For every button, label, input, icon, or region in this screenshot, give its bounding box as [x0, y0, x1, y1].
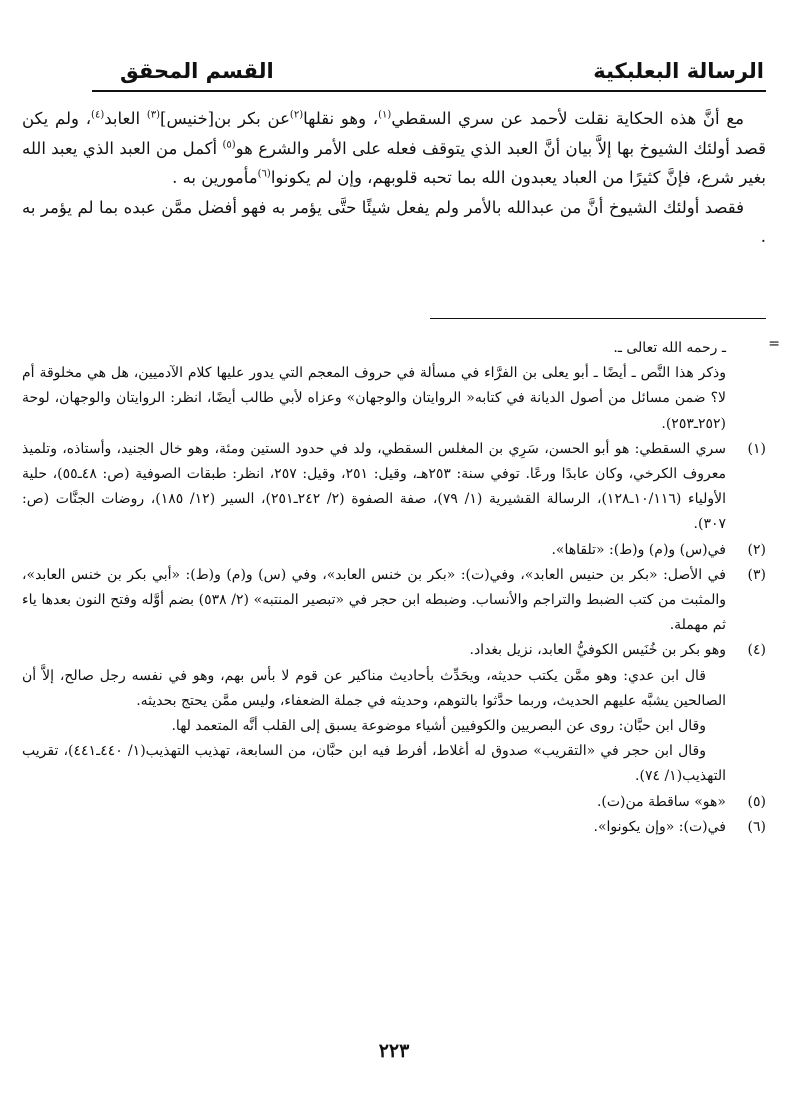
- main-text: [22, 104, 766, 252]
- footnote-ref-5[interactable]: (٥): [222, 139, 236, 150]
- footnotes: [22, 336, 766, 840]
- footnote-ref-2[interactable]: (٢): [289, 109, 304, 121]
- footnote-continuation: [22, 336, 766, 437]
- footnote-separator: [430, 318, 766, 319]
- footnote-text: سري السقطي: هو أبو الحسن، سَرِي بن المغلس السقطي، ولد في حدود الستين ومئة، وهو خال الجنيد، وأستاذه، وتلميذ معروف الكرخي، وكان عابدًا ورعًا. توفي سنة: ٢٥٣هـ، وقيل: ٢٥١، وقيل: ٢٥٧، انظر: طبقات الصوفية (ص: ٤٨ـ٥٥)، حلية الأولياء (١٠/١١٦ـ١٢٨)، الرسالة القشيرية (١/ ٧٩)، صفة الصفوة (٢/ ٢٤٢ـ٢٥١)، السير (١٢/ ١٨٥)، روضات الجنَّات (ص: ٣٠٧).: [22, 440, 727, 533]
- footnote-number: (٦): [747, 818, 766, 835]
- footnote-text: ـ رحمه الله تعالى ـ.: [613, 340, 726, 356]
- footnote-ref-6[interactable]: (٦): [257, 168, 271, 180]
- footnote-text: «هو» ساقطة من(ت).: [596, 793, 726, 810]
- footnote-text: وهو بكر بن خُنَيس الكوفيُّ العابد، نزيل بغداد.: [469, 642, 726, 659]
- footnote-text: وقال ابن حبَّان: روى عن البصريين والكوفيين أشياء موضوعة يسبق إلى القلب أنَّه المتعمد لها.: [171, 718, 706, 735]
- footnote-text: في الأصل: «بكر بن حنيس العابد»، وفي(ت): «بكر بن خنس العابد»، وفي (س) و(م) و(ط): «أبي بكر بن خنس العابد»، والمثبت من كتب الضبط والتراجم والأنساب. وضبطه ابن حجر في «تبصير المنتبه» (٢/ ٥٣٨) بضم أوَّله وفتح النون بعدها ياء ثم مهملة.: [22, 566, 726, 634]
- footnote-5: [22, 790, 766, 815]
- footnote-6: [22, 815, 766, 840]
- footnote-ref-1[interactable]: (١): [378, 109, 392, 121]
- footnote-number: (٣): [747, 566, 766, 583]
- footnote-number: (٢): [747, 541, 766, 558]
- footnote-text: وذكر هذا النَّص ـ أيضًا ـ أبو يعلى بن الفرَّاء في مسألة في حروف المعجم التي يدور عليها كلام الآدميين، هل هي مخلوقة أم لا؟ ضمن مسائل من أصول الديانة في كتابه« الروايتان والوجهان» وعزاه لأبي طالب أيضًا، انظر: الروايتان والوجهان، لوحة (٢٥٢ـ٢٥٣).: [22, 365, 726, 432]
- footnote-2: [22, 538, 766, 563]
- footnote-ref-4[interactable]: (٤): [91, 109, 105, 121]
- continuation-mark: =: [768, 336, 780, 352]
- footnote-ref-3[interactable]: (٣): [146, 109, 161, 121]
- footnote-number: (٤): [747, 642, 766, 659]
- section-title: القسم المحقق: [120, 59, 274, 83]
- footnote-number: (٥): [747, 793, 766, 810]
- footnote-text: في(ت): «وإن يكونوا».: [593, 818, 726, 835]
- footnote-number: (١): [747, 440, 766, 457]
- main-paragraph-1: مع أنَّ هذه الحكاية نقلت لأحمد عن سري السقطي$^{(١)}$، وهو نقلها$^{(٢)}$عن بكر بن[خنيس]$^{(٣)}$ العابد$^{(٤)}$، ولم يكن قصد أولئك الشيوخ بها إلاَّ بيان أنَّ العبد الذي يتوقف فعله على الأمر والشرع هو$^{(٥)}$ أكمل من العبد الذي يعبد الله بغير شرع، فإنَّ كثيرًا من العباد يعبدون الله بما تحبه قلوبهم، وإن لم يكونوا$^{(٦)}$مأمورين به .: [22, 109, 766, 187]
- footnote-text: قال ابن عدي: وهو ممَّن يكتب حديثه، ويحَدِّث بأحاديث مناكير عن قوم لا بأس بهم، وهو في نفسه رجل صالح، إلاَّ أن الصالحين يشبَّه عليهم الحديث، وربما حدَّثوا بالتوهم، وحديثه في جملة الضعفاء، وليس ممَّن يحتج بحديثه.: [22, 667, 726, 709]
- footnote-text: وقال ابن حجر في «التقريب» صدوق له أغلاط، أفرط فيه ابن حبَّان، من السابعة، تهذيب التهذيب(١/ ٤٤٠ـ٤٤١)، تقريب التهذيب(١/ ٧٤).: [22, 743, 726, 785]
- footnote-1: [22, 437, 766, 538]
- main-paragraph-2: فقصد أولئك الشيوخ أنَّ من عبدالله بالأمر ولم يفعل شيئًا حتَّى يؤمر به فهو أفضل ممَّن عبده بما لم يؤمر به .: [22, 197, 766, 246]
- page-number: ٢٢٣: [378, 1040, 410, 1062]
- footnote-text: في(س) و(م) و(ط): «تلقاها».: [551, 541, 726, 558]
- footnote-3: [22, 563, 766, 639]
- running-header: [92, 50, 766, 92]
- footnote-4: [22, 638, 766, 789]
- book-title: الرسالة البعلبكية: [593, 59, 764, 83]
